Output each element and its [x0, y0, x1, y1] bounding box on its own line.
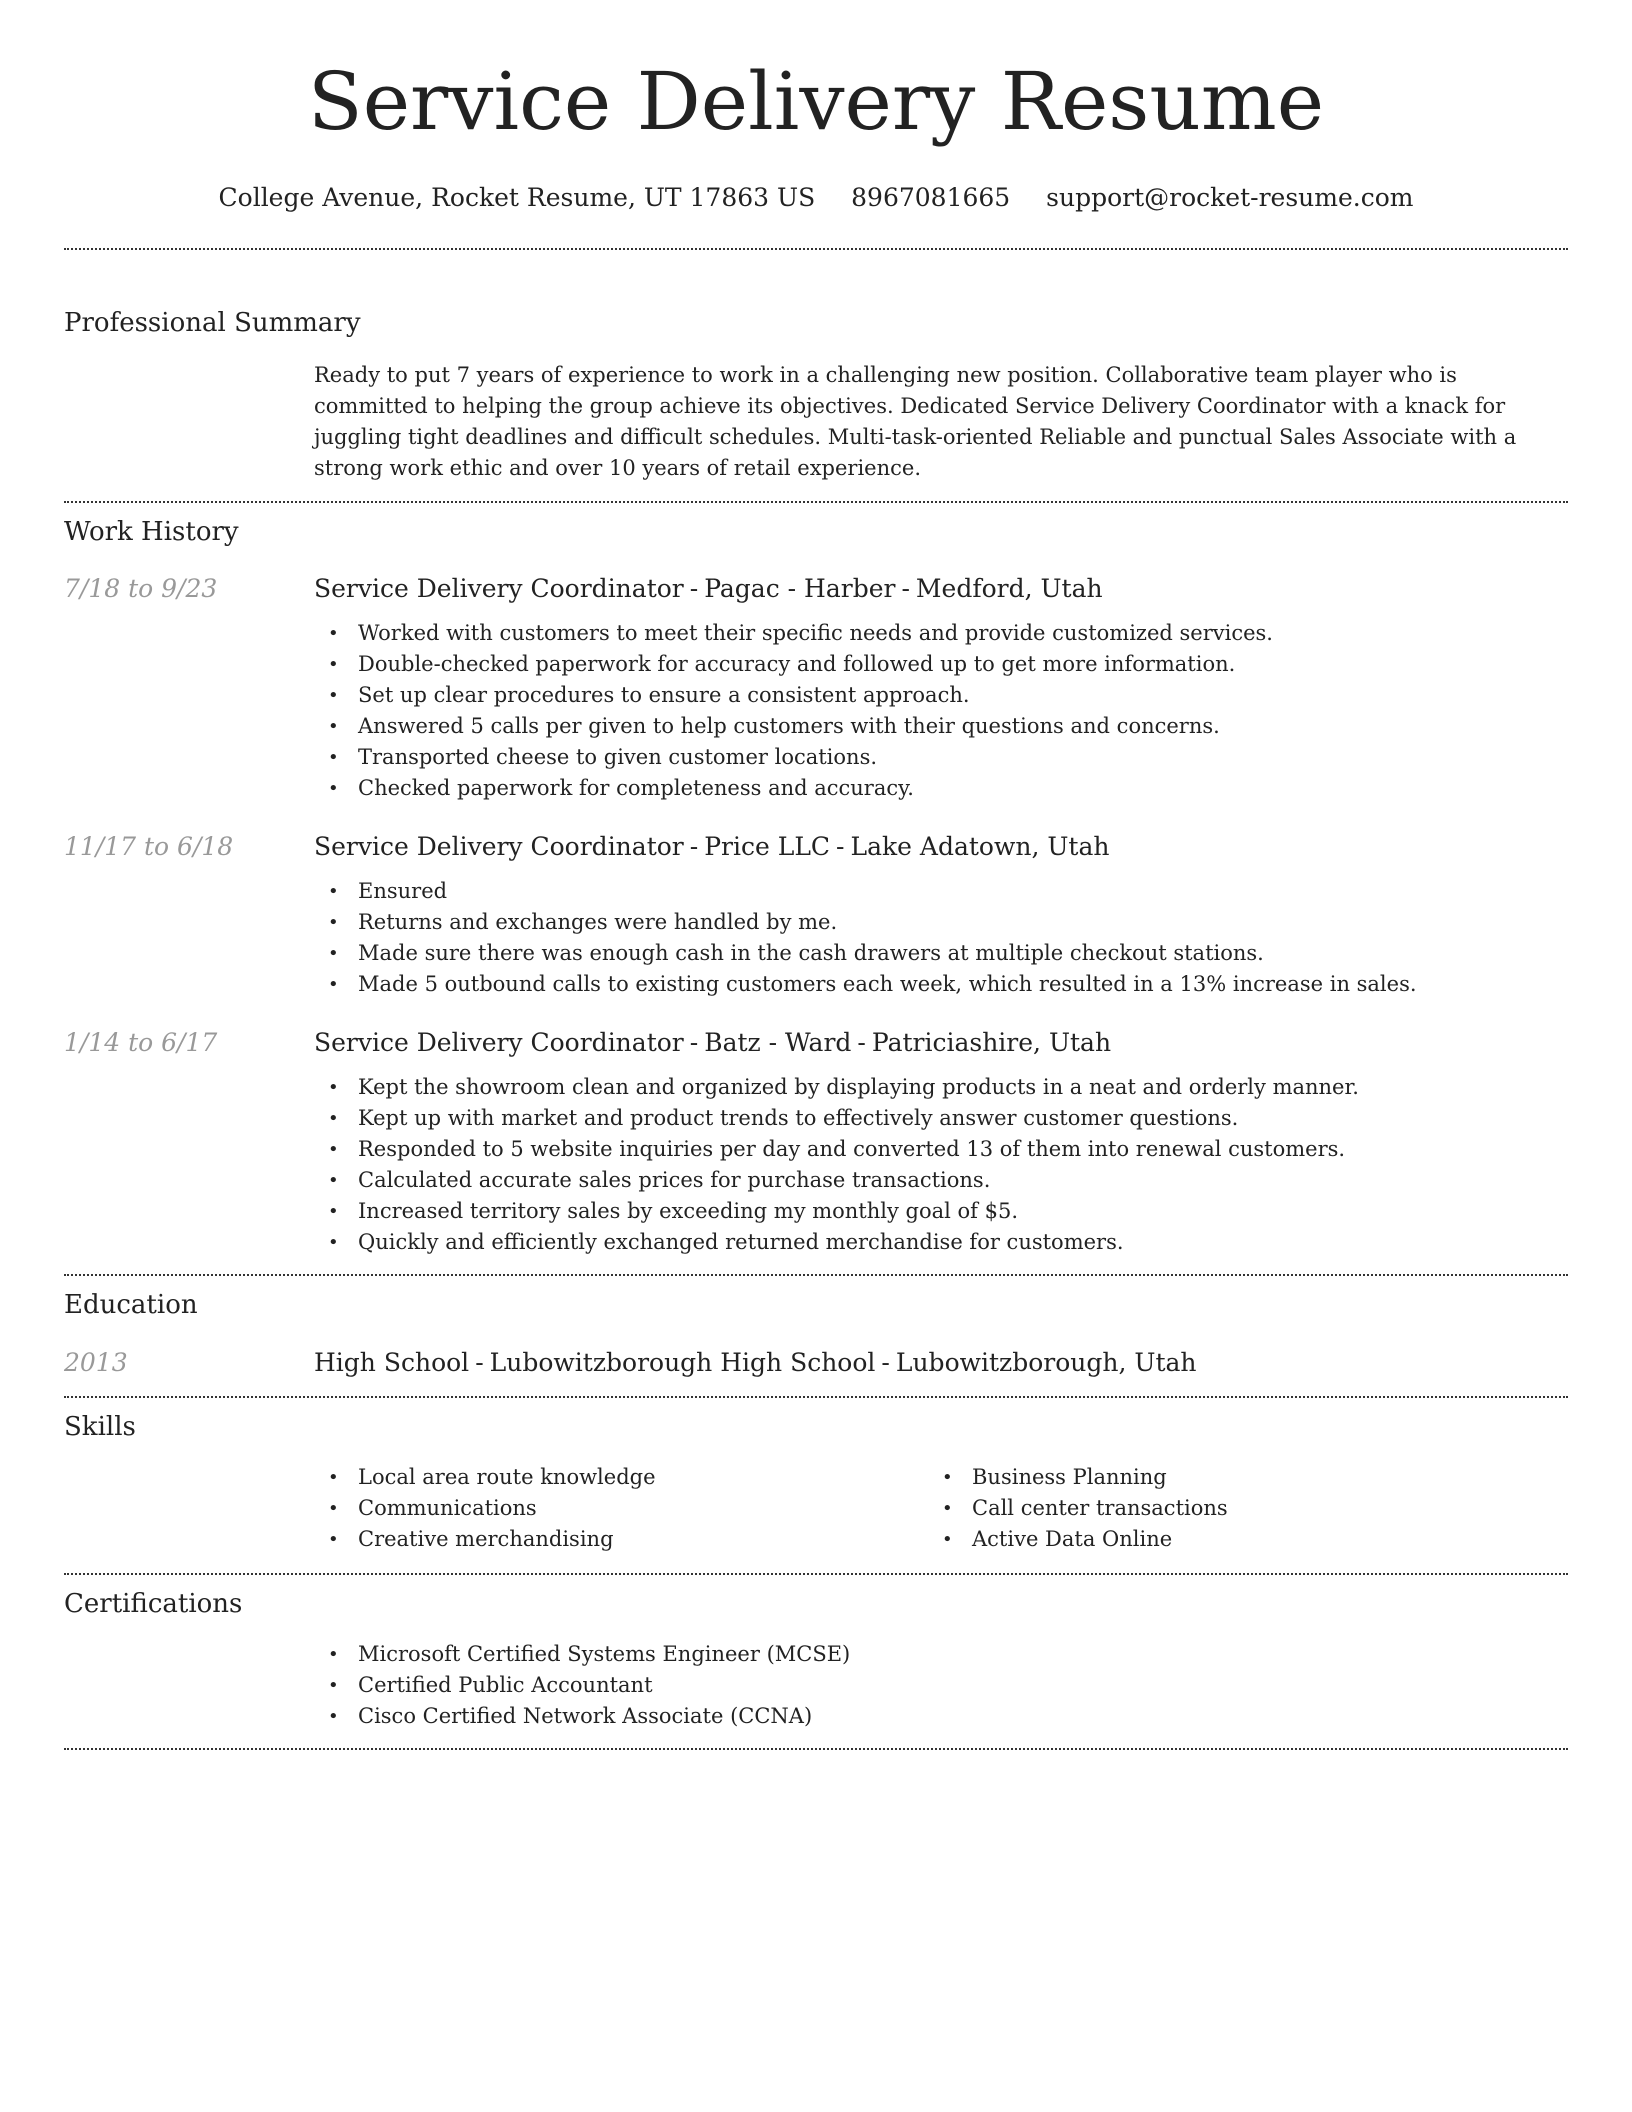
job-entry — [64, 572, 1568, 804]
list-item: • Checked paperwork for completeness and accuracy. — [314, 773, 1568, 804]
skills-title: Skills — [64, 1412, 136, 1442]
education-school: Lubowitzborough High School — [489, 1348, 876, 1377]
job-company: Pagac - Harber — [704, 574, 896, 603]
certifications-list — [314, 1639, 1568, 1732]
job-entry — [64, 830, 1568, 1000]
list-item: • Answered 5 calls per given to help customers with their questions and concerns. — [314, 711, 1568, 742]
job-heading: Service Delivery Coordinator - Price LLC - Lake Adatown, Utah — [314, 832, 1110, 861]
skill-item: • Business Planning — [928, 1462, 1542, 1493]
job-role: Service Delivery Coordinator — [314, 574, 684, 603]
list-item: • Responded to 5 website inquiries per day and converted 13 of them into renewal customers. — [314, 1134, 1568, 1165]
skills-columns — [314, 1450, 1568, 1555]
summary-text: Ready to put 7 years of experience to work in a challenging new position. Collaborative team player who is committed to helping the group achieve its objectives. Dedicated Service Delivery Coordinator with a knack for juggling tight deadlines and difficult schedules. Multi-task-oriented Reliable and punctual Sales Associate with a strong work ethic and over 10 years of retail experience. — [314, 363, 1517, 480]
list-item: • Kept up with market and product trends to effectively answer customer questions. — [314, 1103, 1568, 1134]
list-item: • Ensured — [314, 876, 1568, 907]
list-item: • Transported cheese to given customer locations. — [314, 742, 1568, 773]
skill-item: • Active Data Online — [928, 1524, 1542, 1555]
list-item: • Quickly and efficiently exchanged returned merchandise for customers. — [314, 1227, 1568, 1258]
certification-item: • Microsoft Certified Systems Engineer (MCSE) — [314, 1639, 1568, 1670]
skill-item: • Call center transactions — [928, 1493, 1542, 1524]
job-location: Medford, Utah — [915, 574, 1103, 603]
certification-item: • Cisco Certified Network Associate (CCNA) — [314, 1701, 1568, 1732]
resume-name: Service Delivery Resume — [307, 55, 1325, 148]
job-company: Price LLC — [704, 832, 831, 861]
education-location: Lubowitzborough, Utah — [895, 1348, 1197, 1377]
skill-item: • Communications — [314, 1493, 928, 1524]
job-location: Lake Adatown, Utah — [850, 832, 1110, 861]
list-item: • Increased territory sales by exceeding my monthly goal of $5. — [314, 1196, 1568, 1227]
job-dates: 1/14 to 6/17 — [64, 1028, 218, 1057]
job-location: Patriciashire, Utah — [871, 1028, 1112, 1057]
work-title: Work History — [64, 517, 239, 547]
list-item: • Calculated accurate sales prices for purchase transactions. — [314, 1165, 1568, 1196]
job-role: Service Delivery Coordinator — [314, 832, 684, 861]
job-dates: 11/17 to 6/18 — [64, 832, 234, 861]
education-section — [64, 1276, 1568, 1380]
skill-item: • Creative merchandising — [314, 1524, 928, 1555]
skill-item: • Local area route knowledge — [314, 1462, 928, 1493]
job-company: Batz - Ward — [704, 1028, 852, 1057]
job-heading: Service Delivery Coordinator - Batz - Ward - Patriciashire, Utah — [314, 1028, 1112, 1057]
job-bullets — [314, 1072, 1568, 1258]
list-item: • Made sure there was enough cash in the cash drawers at multiple checkout stations. — [314, 938, 1568, 969]
education-title: Education — [64, 1290, 198, 1320]
certification-item: • Certified Public Accountant — [314, 1670, 1568, 1701]
resume-header — [64, 0, 1568, 214]
summary-title: Professional Summary — [64, 308, 361, 338]
education-year: 2013 — [64, 1348, 128, 1377]
contact-phone: 8967081665 — [851, 183, 1011, 212]
certifications-section — [64, 1575, 1568, 1732]
contact-address: College Avenue, Rocket Resume, UT 17863 US — [218, 183, 816, 212]
skills-list-right — [928, 1462, 1542, 1555]
contact-line — [64, 182, 1568, 214]
education-heading: High School - Lubowitzborough High School - Lubowitzborough, Utah — [314, 1348, 1197, 1377]
job-role: Service Delivery Coordinator — [314, 1028, 684, 1057]
list-item: • Worked with customers to meet their specific needs and provide customized services. — [314, 618, 1568, 649]
job-bullets — [314, 876, 1568, 1000]
skills-section — [64, 1398, 1568, 1555]
job-dates: 7/18 to 9/23 — [64, 574, 218, 603]
list-item: • Kept the showroom clean and organized by displaying products in a neat and orderly manner. — [314, 1072, 1568, 1103]
education-degree: High School — [314, 1348, 470, 1377]
summary-section — [64, 250, 1568, 484]
work-section — [64, 503, 1568, 1258]
list-item: • Set up clear procedures to ensure a consistent approach. — [314, 680, 1568, 711]
job-entry — [64, 1026, 1568, 1258]
section-divider — [64, 1748, 1568, 1750]
list-item: • Made 5 outbound calls to existing customers each week, which resulted in a 13% increase in sales. — [314, 969, 1568, 1000]
certifications-title: Certifications — [64, 1589, 243, 1619]
skills-list-left — [314, 1462, 928, 1555]
list-item: • Double-checked paperwork for accuracy and followed up to get more information. — [314, 649, 1568, 680]
contact-email: support@rocket-resume.com — [1046, 183, 1414, 212]
job-heading: Service Delivery Coordinator - Pagac - Harber - Medford, Utah — [314, 574, 1103, 603]
list-item: • Returns and exchanges were handled by me. — [314, 907, 1568, 938]
job-bullets — [314, 618, 1568, 804]
